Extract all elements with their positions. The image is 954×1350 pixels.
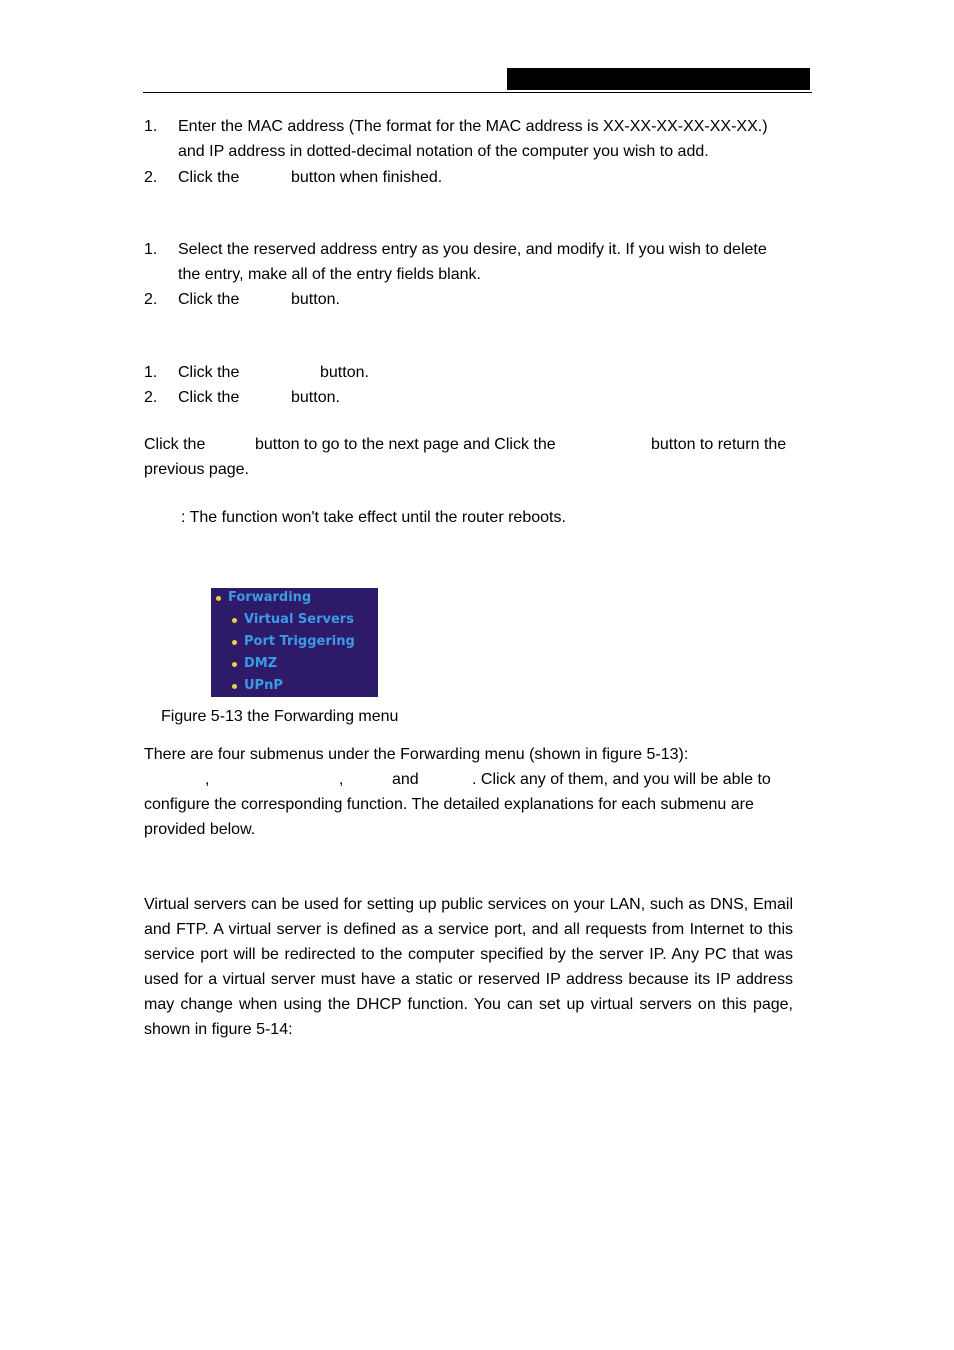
- menu-item-forwarding[interactable]: Forwarding: [228, 590, 312, 605]
- step-text: button.: [291, 389, 340, 406]
- step-text: button when finished.: [291, 169, 443, 186]
- bullet-icon: [216, 596, 221, 601]
- step-number: 2.: [144, 291, 158, 308]
- figure-caption: Figure 5-13 the Forwarding menu: [161, 708, 399, 725]
- virtual-servers-paragraph: Virtual servers can be used for setting up public services on your LAN, such as DNS, Email and FTP. A virtual server is defined as a service port, and all requests from Internet to this service port will be redirected to the computer specified by the server IP. Any PC that was used for a virtual server must have a static or reserved IP address because its IP address may change when using the DHCP function. You can set up virtual servers on this page, shown in figure 5-14:: [144, 896, 793, 1038]
- submenu-text: . Click any of them, and you will be able to: [472, 771, 771, 788]
- step-number: 1.: [144, 364, 158, 381]
- step-text: and IP address in dotted-decimal notation of the computer you wish to add.: [178, 143, 709, 160]
- step-number: 2.: [144, 389, 158, 406]
- forwarding-menu: [211, 588, 378, 697]
- step-number: 1.: [144, 241, 158, 258]
- step-text: the entry, make all of the entry fields blank.: [178, 266, 481, 283]
- step-number: 2.: [144, 169, 158, 186]
- menu-item-dmz[interactable]: DMZ: [244, 656, 278, 671]
- step-number: 1.: [144, 118, 158, 135]
- nav-text: previous page.: [144, 461, 249, 478]
- bullet-icon: [232, 618, 237, 623]
- submenu-text: There are four submenus under the Forwarding menu (shown in figure 5-13):: [144, 746, 689, 763]
- bullet-icon: [232, 640, 237, 645]
- step-text: Click the: [178, 169, 240, 186]
- step-text: Click the: [178, 364, 240, 381]
- submenu-text: ,: [205, 771, 210, 788]
- step-text: Click the: [178, 389, 240, 406]
- step-text: Enter the MAC address (The format for the MAC address is XX-XX-XX-XX-XX-XX.): [178, 118, 768, 135]
- step-text: button.: [320, 364, 369, 381]
- submenu-text: ,: [339, 771, 344, 788]
- submenu-text: provided below.: [144, 821, 256, 838]
- menu-item-port-triggering[interactable]: Port Triggering: [244, 634, 355, 649]
- menu-item-virtual-servers[interactable]: Virtual Servers: [244, 612, 354, 627]
- step-text: Select the reserved address entry as you desire, and modify it. If you wish to delete: [178, 241, 767, 258]
- bullet-icon: [232, 684, 237, 689]
- header-rule: [143, 92, 812, 93]
- nav-text: Click the: [144, 436, 206, 453]
- header-bar: [507, 68, 810, 90]
- submenu-text: and: [392, 771, 419, 788]
- submenu-text: configure the corresponding function. The detailed explanations for each submenu are: [144, 796, 754, 813]
- note-text: : The function won't take effect until the router reboots.: [181, 509, 566, 526]
- step-text: Click the: [178, 291, 240, 308]
- nav-text: button to return the: [651, 436, 787, 453]
- bullet-icon: [232, 662, 237, 667]
- step-text: button.: [291, 291, 340, 308]
- menu-item-upnp[interactable]: UPnP: [244, 678, 283, 693]
- nav-text: button to go to the next page and Click the: [255, 436, 556, 453]
